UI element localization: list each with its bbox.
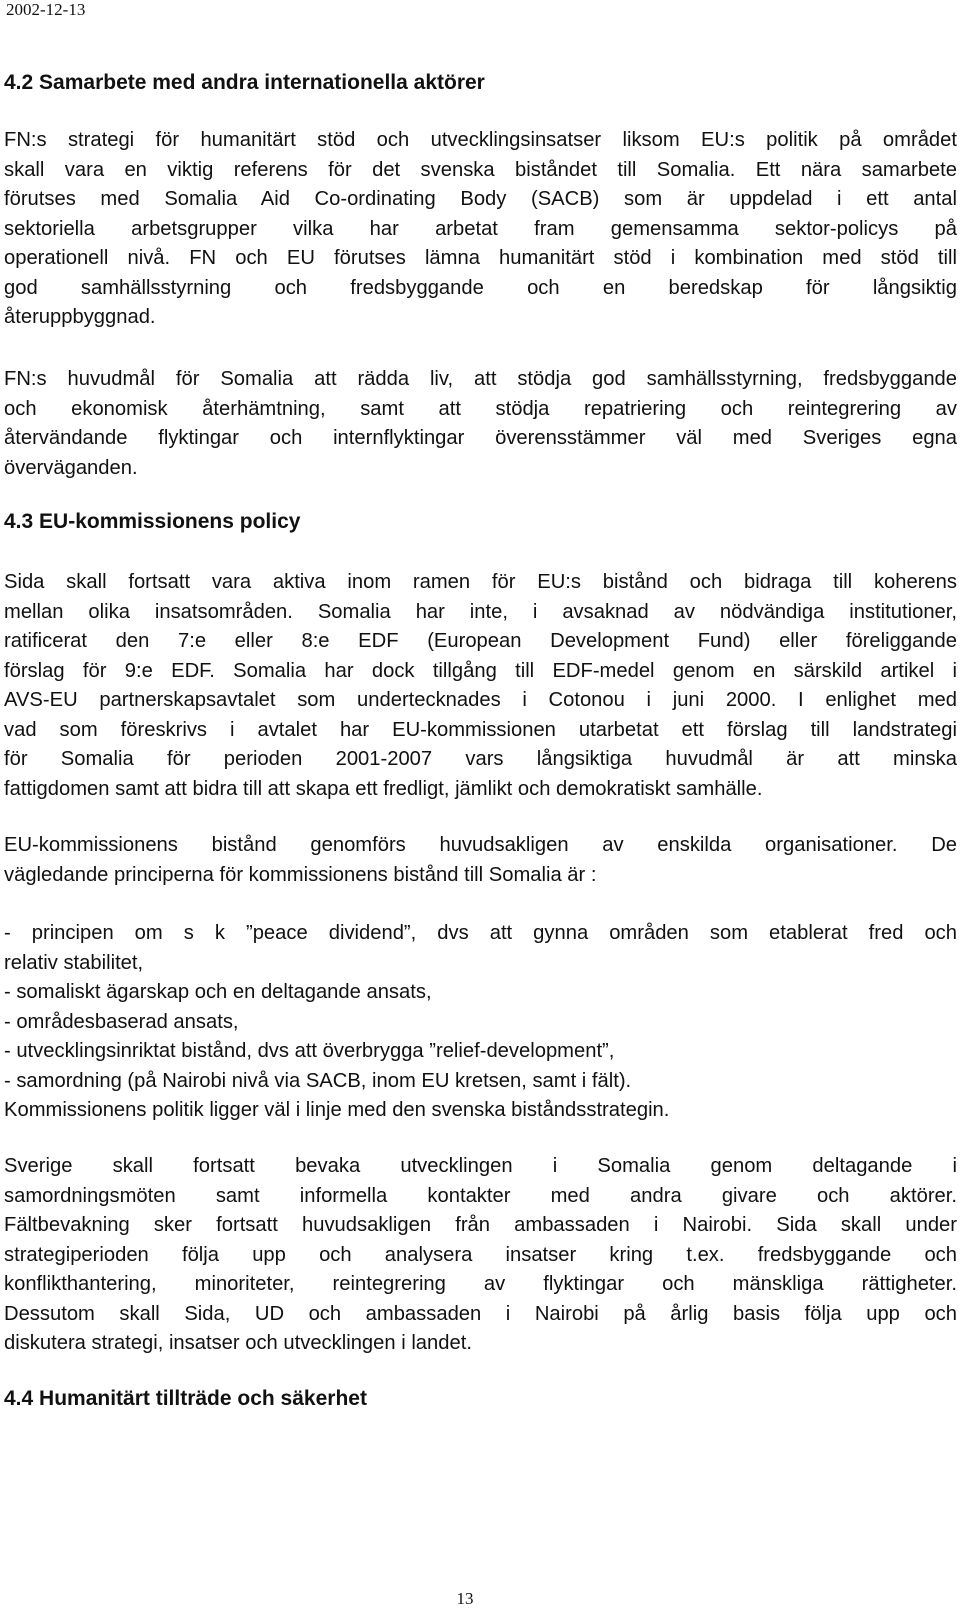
text-line: Sida skall fortsatt vara aktiva inom ramen för EU:s bistånd och bidraga till koherens — [4, 571, 957, 593]
text-line: Fältbevakning sker fortsatt huvudsakligen från ambassaden i Nairobi. Sida skall under — [4, 1214, 957, 1236]
text-line: och ekonomisk återhämtning, samt att stödja repatriering och reintegrering av — [4, 397, 957, 420]
list-item: - utvecklingsinriktat bistånd, dvs att överbrygga ”relief-development”, — [4, 1040, 615, 1062]
text-line: förslag för 9:e EDF. Somalia har dock tillgång till EDF-medel genom en särskild artikel i — [4, 659, 957, 682]
text-line: för Somalia för perioden 2001-2007 vars långsiktiga huvudmål är att minska — [4, 748, 957, 770]
paragraph-4-2-2 — [4, 365, 957, 483]
text-line: skall vara en viktig referens för det svenska biståndet till Somalia. Ett nära samarbete — [4, 158, 957, 181]
document-date: 2002-12-13 — [6, 0, 86, 19]
text-line: Kommissionens politik ligger väl i linje med den svenska biståndsstrategin. — [4, 1099, 670, 1121]
list-item: relativ stabilitet, — [4, 951, 144, 974]
text-line: AVS-EU partnerskapsavtalet som undertecknades i Cotonou i juni 2000. I enlighet med — [4, 689, 957, 711]
text-line: återuppbyggnad. — [4, 306, 156, 328]
text-line: överväganden. — [4, 456, 138, 479]
text-line: förutses med Somalia Aid Co-ordinating Body (SACB) som är uppdelad i ett antal — [4, 188, 957, 210]
text-line: strategiperioden följa upp och analysera insatser kring t.ex. fredsbyggande och — [4, 1243, 957, 1266]
list-item: - områdesbaserad ansats, — [4, 1010, 239, 1033]
text-line: diskutera strategi, insatser och utvecklingen i landet. — [4, 1332, 472, 1354]
section-heading-4-3: 4.3 EU-kommissionens policy — [4, 510, 301, 533]
text-line: Sverige skall fortsatt bevaka utvecklingen i Somalia genom deltagande i — [4, 1155, 957, 1177]
text-line: konflikthantering, minoriteter, reintegrering av flyktingar och mänskliga rättigheter. — [4, 1273, 957, 1295]
paragraph-4-2-1 — [4, 126, 957, 333]
section-heading-4-2: 4.2 Samarbete med andra internationella aktörer — [4, 71, 485, 94]
text-line: god samhällsstyrning och fredsbyggande och en beredskap för långsiktig — [4, 276, 957, 299]
page-number: 13 — [456, 1589, 474, 1608]
text-line: EU-kommissionens bistånd genomförs huvudsakligen av enskilda organisationer. De — [4, 834, 957, 856]
text-line: Dessutom skall Sida, UD och ambassaden i Nairobi på årlig basis följa upp och — [4, 1302, 957, 1325]
text-line: FN:s huvudmål för Somalia att rädda liv, att stödja god samhällsstyrning, fredsbyggande — [4, 368, 957, 390]
section-heading-4-4: 4.4 Humanitärt tillträde och säkerhet — [4, 1387, 367, 1410]
text-line: sektoriella arbetsgrupper vilka har arbetat fram gemensamma sektor-policys på — [4, 217, 957, 240]
paragraph-4-3-2 — [4, 831, 957, 890]
list-item: - principen om s k ”peace dividend”, dvs att gynna områden som etablerat fred och — [4, 922, 957, 944]
list-item: - samordning (på Nairobi nivå via SACB, inom EU kretsen, samt i fält). — [4, 1069, 632, 1092]
paragraph-4-3-1 — [4, 568, 957, 804]
list-item: - somaliskt ägarskap och en deltagande ansats, — [4, 981, 432, 1003]
text-line: samordningsmöten samt informella kontakter med andra givare och aktörer. — [4, 1184, 957, 1207]
paragraph-4-3-3 — [4, 1152, 957, 1359]
principles-list — [4, 919, 957, 1126]
text-line: fattigdomen samt att bidra till att skapa ett fredligt, jämlikt och demokratiskt samhälle. — [4, 777, 763, 800]
text-line: mellan olika insatsområden. Somalia har inte, i avsaknad av nödvändiga institutioner, — [4, 600, 957, 623]
text-line: operationell nivå. FN och EU förutses lämna humanitärt stöd i kombination med stöd till — [4, 247, 957, 269]
text-line: FN:s strategi för humanitärt stöd och utvecklingsinsatser liksom EU:s politik på området — [4, 129, 957, 151]
text-line: vägledande principerna för kommissionens bistånd till Somalia är : — [4, 863, 597, 886]
text-line: vad som föreskrivs i avtalet har EU-kommissionen utarbetat ett förslag till landstrategi — [4, 718, 957, 741]
text-line: ratificerat den 7:e eller 8:e EDF (European Development Fund) eller föreliggande — [4, 630, 957, 652]
text-line: återvändande flyktingar och internflyktingar överensstämmer väl med Sveriges egna — [4, 427, 957, 449]
